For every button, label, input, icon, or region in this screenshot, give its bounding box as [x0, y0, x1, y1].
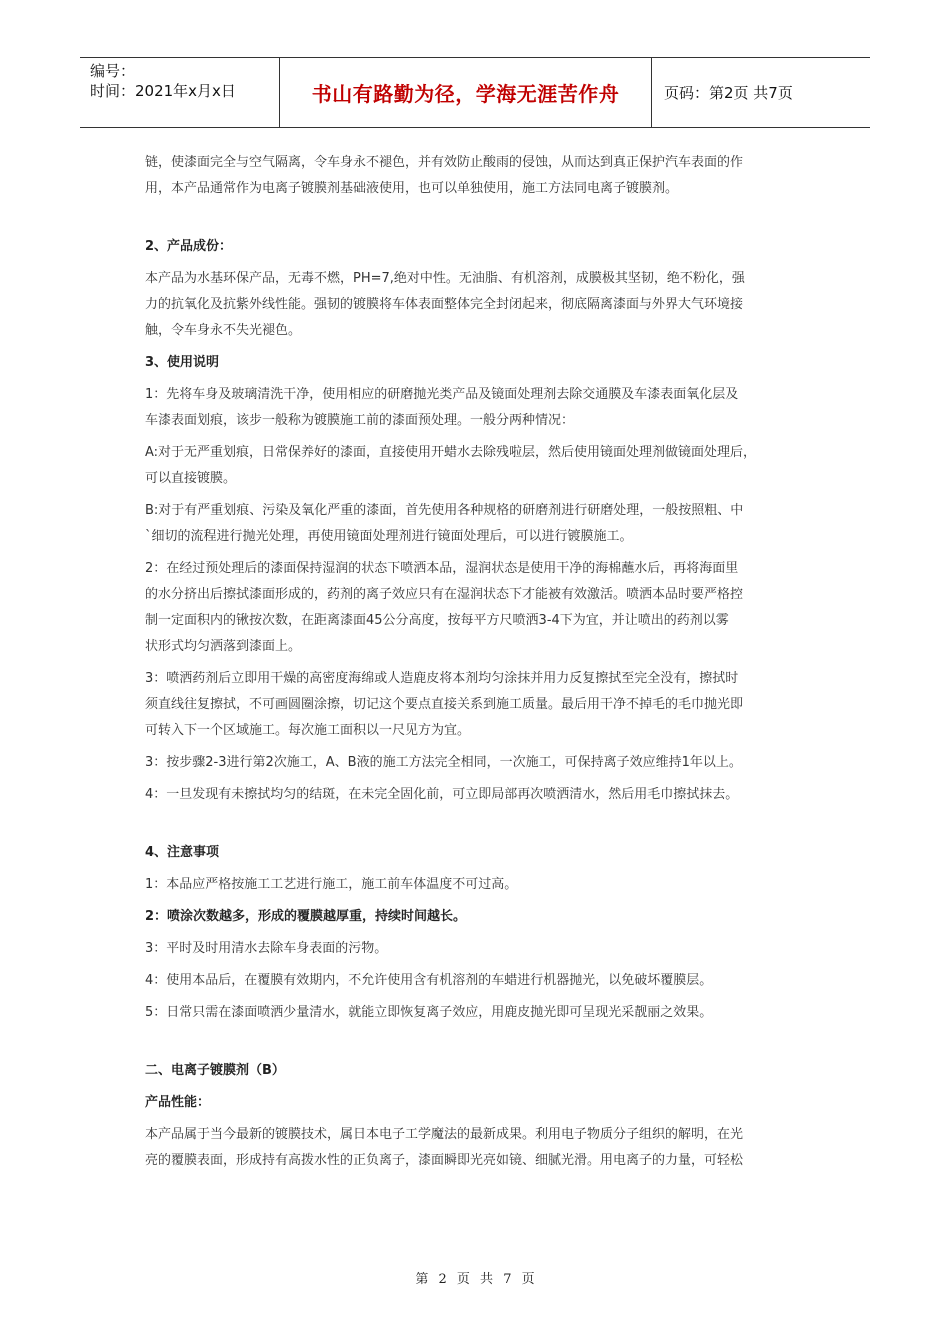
notice-item-4: 4：使用本品后，在覆膜有效期内，不允许使用含有机溶剂的车蜡进行机器抛光，以免破坏覆膜层。: [145, 973, 713, 988]
section-3-case-b: [145, 498, 815, 550]
text-line: 车漆表面划痕，该步一般称为镀膜施工前的漆面预处理。一般分两种情况：: [145, 413, 575, 428]
text-line: 触，令车身永不失光褪色。: [145, 323, 302, 338]
notice-item-3: 3：平时及时用清水去除车身表面的污物。: [145, 941, 388, 956]
header-meta: [80, 58, 280, 127]
section-3-step-3b: 3：按步骤2-3进行第2次施工，A、B液的施工方法完全相同，一次施工，可保持离子效应维持1年以上。: [145, 755, 742, 770]
text-line: 可以直接镀膜。: [145, 471, 237, 486]
intro-paragraph: [145, 150, 815, 202]
notice-item-5: 5：日常只需在漆面喷洒少量清水，就能立即恢复离子效应，用鹿皮抛光即可呈现光采靓丽之效果。: [145, 1005, 713, 1020]
section-b-title: 二、电离子镀膜剂（B）: [145, 1063, 285, 1078]
section-b-subtitle: 产品性能：: [145, 1095, 211, 1110]
text-line: 制一定面积内的锹按次数，在距离漆面45公分高度，按每平方尺喷洒3-4下为宜，并让喷出的药剂以雾: [145, 613, 729, 628]
text-line: 亮的覆膜表面，形成持有高拨水性的正负离子，漆面瞬即光亮如镜、细腻光滑。用电离子的力量，可轻松: [145, 1153, 744, 1168]
number-label: 编号：: [90, 62, 136, 80]
text-line: 力的抗氧化及抗紫外线性能。强韧的镀膜将车体表面整体完全封闭起来，彻底隔离漆面与外界大气环境接: [145, 297, 744, 312]
page-footer: 第 2 页 共 7 页: [415, 1272, 535, 1287]
text-line: 的水分挤出后擦拭漆面形成的，药剂的离子效应只有在湿润状态下才能被有效激活。喷洒本品时要严格控: [145, 587, 744, 602]
text-line: `细切的流程进行抛光处理，再使用镜面处理剂进行镜面处理后，可以进行镀膜施工。: [145, 529, 633, 544]
text-line: 本产品属于当今最新的镀膜技术，属日本电子工学魔法的最新成果。利用电子物质分子组织的解明，在光: [145, 1127, 744, 1142]
section-3-step-3: [145, 666, 815, 744]
section-4-title: 4、注意事项: [145, 845, 220, 860]
text-line: 本产品为水基环保产品，无毒不燃，PH=7,绝对中性。无油脂、有机溶剂，成膜极其坚韧，绝不粉化，强: [145, 271, 745, 286]
notice-item-1: 1：本品应严格按施工工艺进行施工，施工前车体温度不可过高。: [145, 877, 518, 892]
section-2-title: 2、产品成份：: [145, 239, 233, 254]
section-3-step-4: 4：一旦发现有未擦拭均匀的结斑，在未完全固化前，可立即局部再次喷洒清水，然后用毛巾擦拭抹去。: [145, 787, 739, 802]
text-line: 2：在经过预处理后的漆面保持湿润的状态下喷洒本品，湿润状态是使用干净的海棉蘸水后，再将海面里: [145, 561, 739, 576]
section-2-paragraph: [145, 266, 815, 344]
text-line: 状形式均匀洒落到漆面上。: [145, 639, 302, 654]
notice-item-2: 2：喷涂次数越多，形成的覆膜越厚重，持续时间越长。: [145, 909, 467, 924]
time-label: 时间：2021年x月x日: [90, 82, 236, 100]
text-line: 1：先将车身及玻璃清洗干净，使用相应的研磨抛光类产品及镜面处理剂去除交通膜及车漆表面氧化层及: [145, 387, 739, 402]
section-3-step-2: [145, 556, 815, 660]
header-page-info: 页码：第2页 共7页: [664, 84, 793, 102]
text-line: 须直线往复擦拭，不可画圆圈涂擦，切记这个要点直接关系到施工质量。最后用干净不掉毛的毛巾抛光即: [145, 697, 744, 712]
text-line: 用，本产品通常作为电离子镀膜剂基础液使用，也可以单独使用，施工方法同电离子镀膜剂。: [145, 181, 679, 196]
document-header: [80, 57, 870, 128]
text-line: 3：喷洒药剂后立即用干燥的高密度海绵或人造鹿皮将本剂均匀涂抹并用力反复擦拭至完全没有，擦拭时: [145, 671, 739, 686]
text-line: 可转入下一个区域施工。每次施工面积以一尺见方为宜。: [145, 723, 471, 738]
header-motto: 书山有路勤为径，学海无涯苦作舟: [280, 58, 652, 127]
text-line: B:对于有严重划痕、污染及氧化严重的漆面，首先使用各种规格的研磨剂进行研磨处理，一般按照粗、中: [145, 503, 744, 518]
section-b-paragraph: [145, 1122, 815, 1174]
document-body: [145, 150, 815, 1180]
section-3-step-1: [145, 382, 815, 434]
text-line: 链，使漆面完全与空气隔离，令车身永不褪色，并有效防止酸雨的侵蚀，从而达到真正保护汽车表面的作: [145, 155, 744, 170]
text-line: A:对于无严重划痕，日常保养好的漆面，直接使用开蜡水去除残啦层，然后使用镜面处理剂做镜面处理后，: [145, 445, 757, 460]
section-3-title: 3、使用说明: [145, 355, 220, 370]
section-3-case-a: [145, 440, 815, 492]
